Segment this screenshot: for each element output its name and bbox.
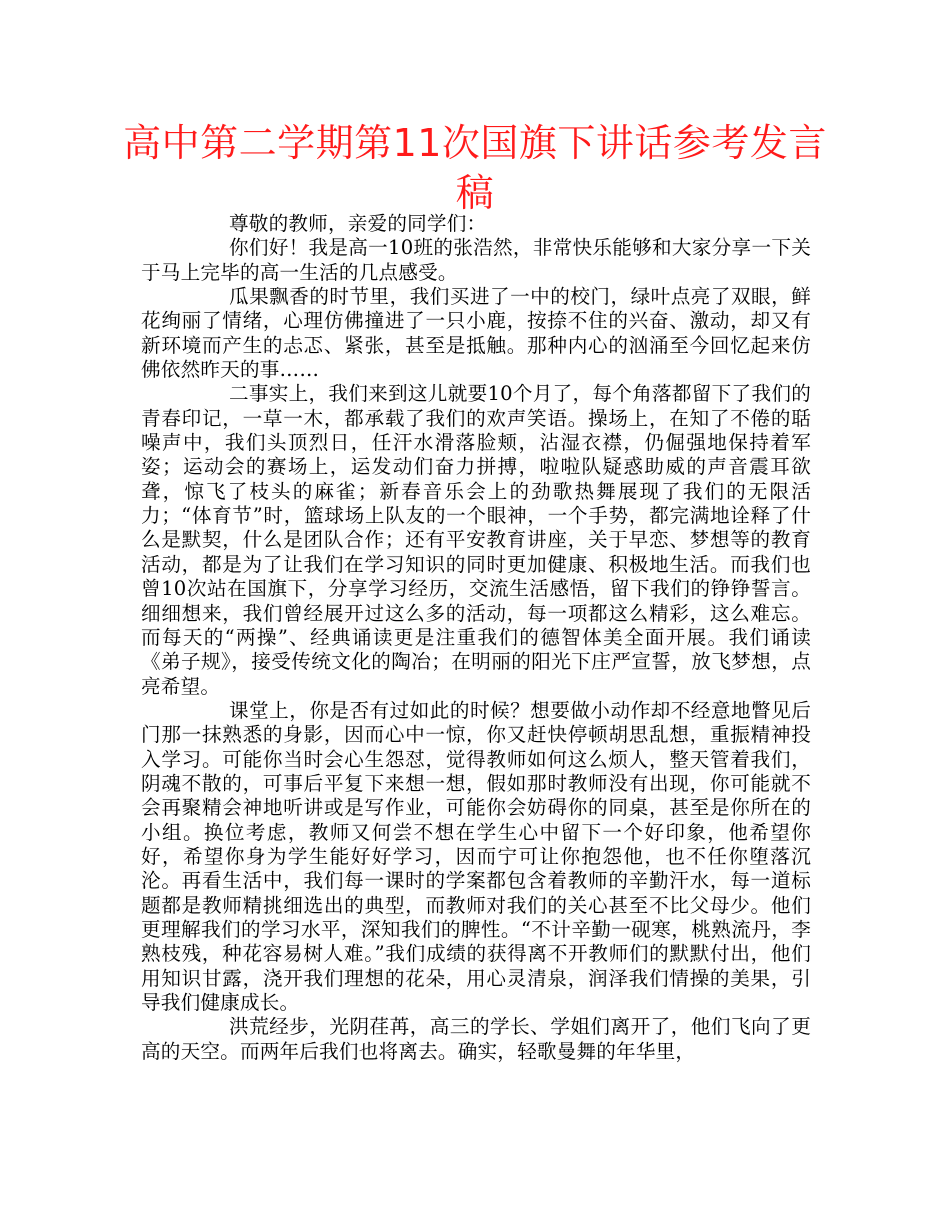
paragraph-entering-school: 瓜果飘香的时节里，我们买进了一中的校门，绿叶点亮了双眼，鲜花绚丽了情绪，心理仿佛撞进了一只小鹿，按捺不住的兴奋、激动，却又有新环境而产生的忐忑、紧张，甚至是抵触。那种内心的汹涌至今回忆起来仿佛依然昨天的事…… [141,285,811,382]
document-title: 高中第二学期第11次国旗下讲话参考发言稿 [123,121,827,215]
paragraph-school-life: 二事实上，我们来到这儿就要10个月了，每个角落都留下了我们的青春印记，一草一木，都承载了我们的欢声笑语。操场上，在知了不倦的聒噪声中，我们头顶烈日，任汗水滑落脸颊，沾湿衣襟，仍倔强地保持着军姿；运动会的赛场上，运发动们奋力拼搏，啦啦队疑惑助威的声音震耳欲聋，惊飞了枝头的麻雀；新春音乐会上的劲歌热舞展现了我们的无限活力；“体育节”时，篮球场上队友的一个眼神，一个手势，都完满地诠释了什么是默契，什么是团队合作；还有平安教育讲座，关于早恋、梦想等的教育活动，都是为了让我们在学习知识的同时更加健康、积极地生活。而我们也曾10次站在国旗下，分享学习经历，交流生活感悟，留下我们的铮铮誓言。细细想来，我们曾经展开过这么多的活动，每一项都这么精彩，这么难忘。而每天的“两操”、经典诵读更是注重我们的德智体美全面开展。我们诵读《弟子规》，接受传统文化的陶冶；在明丽的阳光下庄严宣誓，放飞梦想，点亮希望。 [141,382,811,698]
document-body [141,212,811,1064]
paragraph-classroom-teachers: 课堂上，你是否有过如此的时候？想要做小动作却不经意地瞥见后门那一抹熟悉的身影，因而心中一惊，你又赶快停顿胡思乱想，重振精神投入学习。可能你当时会心生怨怼，觉得教师如何这么烦人，整天管着我们，阴魂不散的，可事后平复下来想一想，假如那时教师没有出现，你可能就不会再聚精会神地听讲或是写作业，可能你会妨碍你的同桌，甚至是你所在的小组。换位考虑，教师又何尝不想在学生心中留下一个好印象，他希望你好，希望你身为学生能好好学习，因而宁可让你抱怨他，也不任你堕落沉沦。再看生活中，我们每一课时的学案都包含着教师的辛勤汗水，每一道标题都是教师精挑细选出的典型，而教师对我们的关心甚至不比父母少。他们更理解我们的学习水平，深知我们的脾性。“不计辛勤一砚寒，桃熟流丹，李熟枝残，种花容易树人难。”我们成绩的获得离不开教师们的默默付出，他们用知识甘露，浇开我们理想的花朵，用心灵清泉，润泽我们情操的美果，引导我们健康成长。 [141,698,811,1014]
paragraph-greeting: 你们好！我是高一10班的张浩然，非常快乐能够和大家分享一下关于马上完毕的高一生活的几点感受。 [141,236,811,284]
paragraph-salutation: 尊敬的教师，亲爱的同学们： [229,212,487,235]
paragraph-time-passing: 洪荒经步，光阴荏苒，高三的学长、学姐们离开了，他们飞向了更高的天空。而两年后我们也将离去。确实，轻歌曼舞的年华里， [141,1015,811,1063]
